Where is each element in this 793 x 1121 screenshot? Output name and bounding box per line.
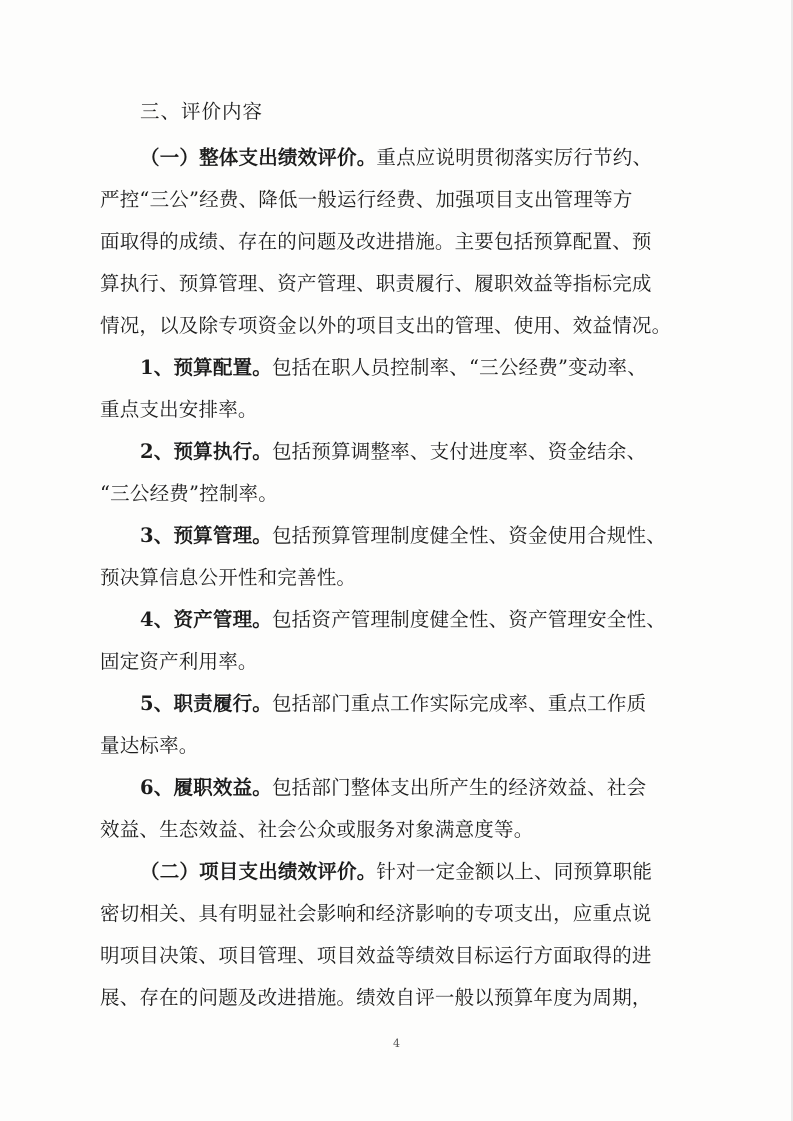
item5-label: 5、职责履行。	[140, 692, 272, 715]
item6-line1	[140, 774, 700, 802]
para1-label: （一）整体支出绩效评价。	[140, 146, 377, 169]
item5-line2: 量达标率。	[100, 734, 199, 757]
para2-line3: 明项目决策、项目管理、项目效益等绩效目标运行方面取得的进	[100, 944, 652, 967]
para1-line1-text: 重点应说明贯彻落实厉行节约、	[376, 146, 653, 169]
item6-label: 6、履职效益。	[140, 776, 272, 799]
para2-line2: 密切相关、具有明显社会影响和经济影响的专项支出，应重点说	[100, 902, 652, 925]
para1-line3: 面取得的成绩、存在的问题及改进措施。主要包括预算配置、预	[100, 230, 652, 253]
para2-line1-text: 针对一定金额以上、同预算职能	[376, 860, 653, 883]
item5-text: 包括部门重点工作实际完成率、重点工作质	[271, 692, 647, 715]
item1-text: 包括在职人员控制率、“三公经费”变动率、	[271, 356, 647, 379]
item5-line1	[140, 690, 700, 718]
item3-label: 3、预算管理。	[140, 524, 272, 547]
para1-line2: 严控“三公”经费、降低一般运行经费、加强项目支出管理等方	[100, 188, 633, 211]
item6-line2: 效益、生态效益、社会公众或服务对象满意度等。	[100, 818, 534, 841]
item3-text: 包括预算管理制度健全性、资金使用合规性、	[271, 524, 666, 547]
item4-label: 4、资产管理。	[140, 608, 272, 631]
item4-line2: 固定资产利用率。	[100, 650, 258, 673]
item1-label: 1、预算配置。	[140, 356, 272, 379]
item2-label: 2、预算执行。	[140, 440, 272, 463]
item2-line2: “三公经费”控制率。	[100, 482, 278, 505]
para1-line5: 情况，以及除专项资金以外的项目支出的管理、使用、效益情况。	[100, 314, 672, 337]
para1-line1	[140, 144, 700, 172]
page-number: 4	[393, 1037, 400, 1050]
item4-text: 包括资产管理制度健全性、资产管理安全性、	[271, 608, 666, 631]
item3-line2: 预决算信息公开性和完善性。	[100, 566, 357, 589]
item1-line2: 重点支出安排率。	[100, 398, 258, 421]
item4-line1	[140, 606, 700, 634]
para1-line4: 算执行、预算管理、资产管理、职责履行、履职效益等指标完成	[100, 272, 652, 295]
section-heading: 三、评价内容	[140, 100, 264, 123]
item6-text: 包括部门整体支出所产生的经济效益、社会	[271, 776, 647, 799]
para2-line1	[140, 858, 700, 886]
para2-label: （二）项目支出绩效评价。	[140, 860, 377, 883]
para2-line4: 展、存在的问题及改进措施。绩效自评一般以预算年度为周期，	[100, 986, 652, 1009]
item1-line1	[140, 354, 700, 382]
item2-line1	[140, 438, 700, 466]
item3-line1	[140, 522, 700, 550]
item2-text: 包括预算调整率、支付进度率、资金结余、	[271, 440, 647, 463]
